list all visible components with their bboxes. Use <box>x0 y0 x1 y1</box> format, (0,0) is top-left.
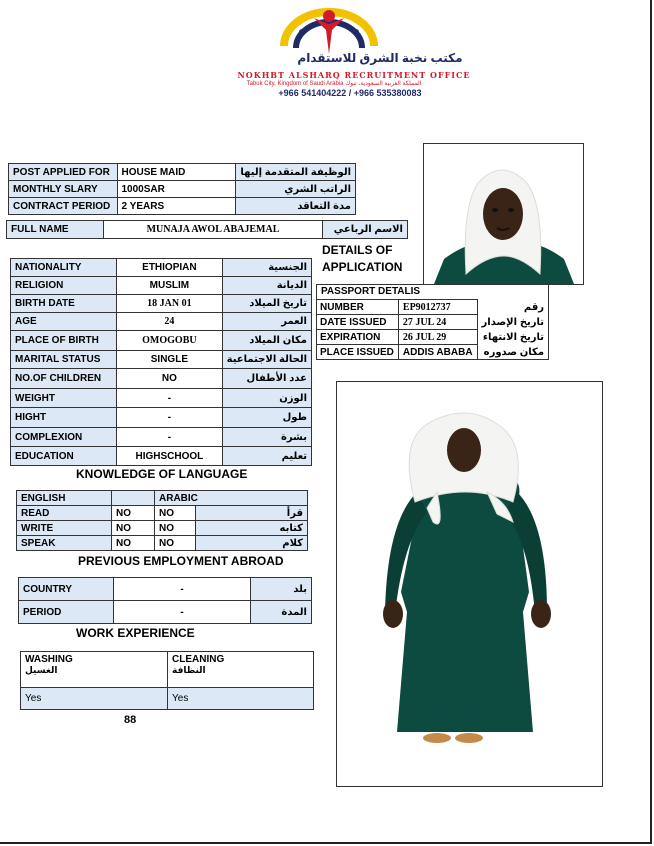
height-label: HIGHT <box>11 408 117 428</box>
nationality-label-ar: الجنسية <box>222 259 311 277</box>
children-value: NO <box>117 369 223 389</box>
cleaning-label: CLEANING <box>172 654 225 665</box>
read-label: READ <box>17 506 112 521</box>
place-of-birth-label: PLACE OF BIRTH <box>11 331 117 351</box>
page-number: 88 <box>124 714 137 726</box>
height-value: - <box>117 408 223 428</box>
expiration-label-ar: تاريخ الانتهاء <box>482 331 545 343</box>
weight-label: WEIGHT <box>11 389 117 408</box>
religion-value: MUSLIM <box>117 277 223 295</box>
post-table <box>8 163 356 215</box>
height-label-ar: طول <box>222 408 311 428</box>
portrait-image <box>424 144 583 284</box>
write-label-ar: كتابه <box>196 521 308 536</box>
children-label: NO.OF CHILDREN <box>11 369 117 389</box>
complexion-label: COMPLEXION <box>11 428 117 447</box>
post-label: POST APPLIED FOR <box>9 164 118 181</box>
language-table <box>16 490 308 551</box>
employment-heading: PREVIOUS EMPLOYMENT ABROAD <box>78 554 284 568</box>
date-issued-value: 27 JUL 24 <box>398 315 477 330</box>
nationality-label: NATIONALITY <box>11 259 117 277</box>
company-arabic-name: مكتب نخبة الشرق للاستقدام <box>297 51 463 65</box>
education-label: EDUCATION <box>11 447 117 466</box>
passport-table <box>316 299 548 360</box>
experience-table <box>20 651 314 710</box>
employment-table <box>18 577 312 624</box>
expiration-value: 26 JUL 29 <box>398 330 477 345</box>
speak-label: SPEAK <box>17 536 112 551</box>
age-label-ar: العمر <box>222 313 311 331</box>
country-label-ar: بلد <box>251 578 312 601</box>
birth-date-label: BIRTH DATE <box>11 295 117 313</box>
nationality-value: ETHIOPIAN <box>117 259 223 277</box>
company-address: Tabuk City, Kingdom of Saudi Arabia المملكة العربية السعودية، تبوك <box>246 81 422 87</box>
place-of-birth-label-ar: مكان الميلاد <box>222 331 311 351</box>
speak-arabic: NO <box>155 536 196 551</box>
company-english-name: NOKHBT ALSHARQ RECRUITMENT OFFICE <box>237 70 471 80</box>
children-label-ar: عدد الأطفال <box>222 369 311 389</box>
date-issued-label-ar: تاريخ الإصدار <box>481 316 545 328</box>
period-label: PERIOD <box>19 601 114 624</box>
arabic-column-header: ARABIC <box>155 491 308 506</box>
write-english: NO <box>112 521 155 536</box>
birth-date-value: 18 JAN 01 <box>117 295 223 313</box>
place-of-birth-value: OMOGOBU <box>117 331 223 351</box>
contract-label: CONTRACT PERIOD <box>9 198 118 215</box>
passport-number-label: NUMBER <box>316 300 398 315</box>
marital-status-label: MARITAL STATUS <box>11 351 117 369</box>
post-value: HOUSE MAID <box>117 164 236 181</box>
full-name-table <box>6 220 408 239</box>
post-label-ar: الوظيفة المتقدمة إليها <box>236 164 356 181</box>
contract-label-ar: مدة التعاقد <box>236 198 356 215</box>
religion-label: RELIGION <box>11 277 117 295</box>
marital-status-value: SINGLE <box>117 351 223 369</box>
marital-status-label-ar: الحالة الاجتماعية <box>222 351 311 369</box>
country-label: COUNTRY <box>19 578 114 601</box>
details-table <box>10 258 312 466</box>
read-english: NO <box>112 506 155 521</box>
washing-label: WASHING <box>25 654 73 665</box>
country-value: - <box>114 578 251 601</box>
birth-date-label-ar: تاريخ الميلاد <box>222 295 311 313</box>
english-column-header: ENGLISH <box>17 491 112 506</box>
speak-english: NO <box>112 536 155 551</box>
cleaning-label-ar: النظافة <box>172 665 206 675</box>
religion-label-ar: الديانة <box>222 277 311 295</box>
full-body-photo <box>336 381 603 787</box>
speak-label-ar: كلام <box>196 536 308 551</box>
cleaning-cell <box>168 652 314 688</box>
salary-label: MONTHLY SLARY <box>9 181 118 198</box>
experience-heading: WORK EXPERIENCE <box>76 626 195 640</box>
expiration-label: EXPIRATION <box>316 330 398 345</box>
date-issued-label: DATE ISSUED <box>316 315 398 330</box>
full-body-image <box>337 382 602 786</box>
cleaning-value: Yes <box>168 688 314 710</box>
write-label: WRITE <box>17 521 112 536</box>
weight-value: - <box>117 389 223 408</box>
place-issued-label: PLACE ISSUED <box>316 345 398 360</box>
company-phones: +966 541404222 / +966 535380083 <box>278 88 422 98</box>
passport-title: PASSPORT DETALIS <box>321 286 421 297</box>
period-value: - <box>114 601 251 624</box>
write-arabic: NO <box>155 521 196 536</box>
weight-label-ar: الوزن <box>222 389 311 408</box>
age-value: 24 <box>117 313 223 331</box>
read-arabic: NO <box>155 506 196 521</box>
read-label-ar: قرأ <box>196 506 308 521</box>
washing-value: Yes <box>21 688 168 710</box>
passport-number-value: EP9012737 <box>398 300 477 315</box>
complexion-value: - <box>117 428 223 447</box>
complexion-label-ar: بشرة <box>222 428 311 447</box>
full-name-label-ar: الاسم الرباعي <box>323 221 408 239</box>
salary-value: 1000SAR <box>117 181 236 198</box>
education-label-ar: تعليم <box>222 447 311 466</box>
portrait-photo <box>423 143 584 285</box>
washing-cell <box>21 652 168 688</box>
language-heading: KNOWLEDGE OF LANGUAGE <box>76 467 248 481</box>
full-name-value: MUNAJA AWOL ABAJEMAL <box>104 221 323 239</box>
full-name-label: FULL NAME <box>7 221 104 239</box>
place-issued-label-ar: مكان صدوره <box>483 346 545 358</box>
details-heading: DETAILS OF APPLICATION <box>322 243 403 274</box>
contract-value: 2 YEARS <box>117 198 236 215</box>
education-value: HIGHSCHOOL <box>117 447 223 466</box>
salary-label-ar: الراتب الشري <box>236 181 356 198</box>
passport-number-label-ar: رقم <box>523 301 545 313</box>
age-label: AGE <box>11 313 117 331</box>
place-issued-value: ADDIS ABABA <box>398 345 477 360</box>
period-label-ar: المدة <box>251 601 312 624</box>
washing-label-ar: الغسيل <box>25 665 58 675</box>
